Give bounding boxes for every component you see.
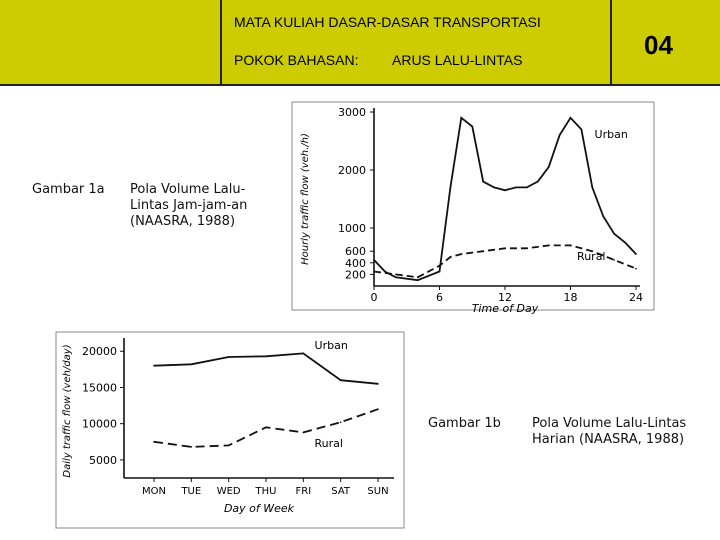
chart-2-point-urban <box>340 379 342 381</box>
chart-2-y-tick-label: 15000 <box>82 381 117 395</box>
chart-1-point-rural <box>373 271 375 273</box>
chart-1-series-label-urban: Urban <box>594 128 628 142</box>
chart-1-point-urban <box>548 166 550 168</box>
chart-2-x-tick-label: WED <box>216 486 241 497</box>
chart-1-point-urban <box>624 242 626 244</box>
chart-1-point-rural <box>482 250 484 252</box>
chart-1-point-rural <box>461 253 463 255</box>
chart-2-point-urban <box>303 353 305 355</box>
slide-number: 04 <box>644 30 673 60</box>
chart-1-point-rural <box>570 245 572 247</box>
chart-1-point-urban <box>635 253 637 255</box>
chart-2-x-tick-label: TUE <box>181 486 202 497</box>
chart-1-point-rural <box>395 274 397 276</box>
chart-2-point-rural <box>377 408 379 410</box>
chart-1-point-rural <box>450 256 452 258</box>
header-left-panel <box>0 0 222 86</box>
hourly-flow-chart-svg <box>288 100 660 314</box>
chart-1-point-urban <box>439 271 441 273</box>
chart-2-point-rural <box>265 426 267 428</box>
chart-1-point-rural <box>504 248 506 250</box>
chart-1-point-urban <box>537 181 539 183</box>
chart-1-point-urban <box>417 279 419 281</box>
chart-2-series-urban-line <box>154 353 378 383</box>
topic-label: POKOK BAHASAN: <box>234 52 359 68</box>
chart-1-point-urban <box>373 259 375 261</box>
chart-1-y-tick-label: 2000 <box>338 164 366 177</box>
chart-1-point-urban <box>515 187 517 189</box>
chart-1-x-tick-label: 6 <box>436 291 443 304</box>
chart-1-y-tick-label: 400 <box>345 256 366 270</box>
chart-1-point-urban <box>493 187 495 189</box>
chart-1-y-axis-label: Hourly traffic flow (veh./h) <box>300 133 311 265</box>
chart-1-point-urban <box>384 271 386 273</box>
chart-1-point-urban <box>581 129 583 131</box>
figure-1b-label: Gambar 1b <box>428 416 501 431</box>
chart-2-point-urban <box>191 363 193 365</box>
chart-1-point-urban <box>482 181 484 183</box>
chart-2-x-tick-label: THU <box>255 486 277 497</box>
chart-2-x-tick-label: MON <box>142 486 166 497</box>
chart-1-point-urban <box>592 187 594 189</box>
chart-1-y-tick-label: 3000 <box>338 106 366 119</box>
chart-1-point-urban <box>602 216 604 218</box>
chart-2-x-tick-label: FRI <box>295 486 312 497</box>
chart-1-point-urban <box>395 277 397 279</box>
figure-1a-label: Gambar 1a <box>32 182 105 197</box>
chart-1-point-urban <box>613 233 615 235</box>
chart-1-point-urban <box>471 126 473 128</box>
chart-1-point-urban <box>526 187 528 189</box>
course-title: MATA KULIAH DASAR-DASAR TRANSPORTASI <box>234 14 541 30</box>
chart-2-x-axis-label: Day of Week <box>223 502 295 515</box>
chart-2-series-label-urban: Urban <box>314 339 348 353</box>
chart-1-point-urban <box>559 134 561 136</box>
header-divider <box>0 84 720 86</box>
chart-1-x-axis-label: Time of Day <box>471 302 539 314</box>
chart-2-point-urban <box>265 356 267 358</box>
chart-1-point-rural <box>417 277 419 279</box>
chart-1-point-rural <box>635 268 637 270</box>
chart-2-point-rural <box>340 421 342 423</box>
chart-2-x-tick-label: SAT <box>331 486 351 497</box>
chart-1-x-tick-label: 0 <box>370 291 378 304</box>
chart-1-x-tick-label: 24 <box>629 291 643 304</box>
chart-2-y-axis-label: Daily traffic flow (veh/day) <box>62 344 73 478</box>
chart-2-point-urban <box>377 383 379 385</box>
chart-2-point-rural <box>153 441 155 443</box>
chart-1-y-tick-label: 1000 <box>338 222 366 235</box>
chart-1-point-urban <box>504 190 506 192</box>
chart-1-point-rural <box>439 265 441 267</box>
chart-1-x-tick-label: 12 <box>498 291 512 304</box>
chart-2-point-rural <box>228 445 230 447</box>
header-title-panel <box>222 0 612 86</box>
chart-1-y-tick-label: 200 <box>345 268 366 282</box>
chart-2-y-tick-label: 20000 <box>82 345 117 359</box>
chart-2-point-urban <box>153 365 155 367</box>
topic-value: ARUS LALU-LINTAS <box>392 52 523 68</box>
chart-2-x-tick-label: SUN <box>367 486 389 497</box>
chart-1-point-rural <box>548 245 550 247</box>
chart-1-point-rural <box>613 259 615 261</box>
hourly-flow-chart <box>288 100 660 314</box>
chart-2-y-tick-label: 10000 <box>82 417 117 431</box>
chart-1-x-tick-label: 18 <box>563 291 578 304</box>
daily-flow-chart <box>54 330 406 530</box>
figure-1b-caption: Pola Volume Lalu-Lintas Harian (NAASRA, 1988) <box>532 416 687 447</box>
header-bar <box>0 0 720 86</box>
daily-flow-chart-svg <box>54 330 406 530</box>
chart-1-series-label-rural: Rural <box>577 249 606 263</box>
figure-1a-caption: Pola Volume Lalu-Lintas Jam-jam-an (NAASRA, 1988) <box>130 182 248 229</box>
chart-2-series-label-rural: Rural <box>314 436 343 450</box>
chart-1-point-urban <box>461 117 463 119</box>
chart-1-y-tick-label: 600 <box>345 245 366 259</box>
chart-1-point-urban <box>570 117 572 119</box>
chart-2-point-urban <box>228 356 230 358</box>
chart-2-point-rural <box>191 446 193 448</box>
chart-1-point-urban <box>450 187 452 189</box>
chart-1-point-rural <box>526 248 528 250</box>
chart-2-y-tick-label: 5000 <box>89 453 117 467</box>
chart-2-point-rural <box>303 432 305 434</box>
